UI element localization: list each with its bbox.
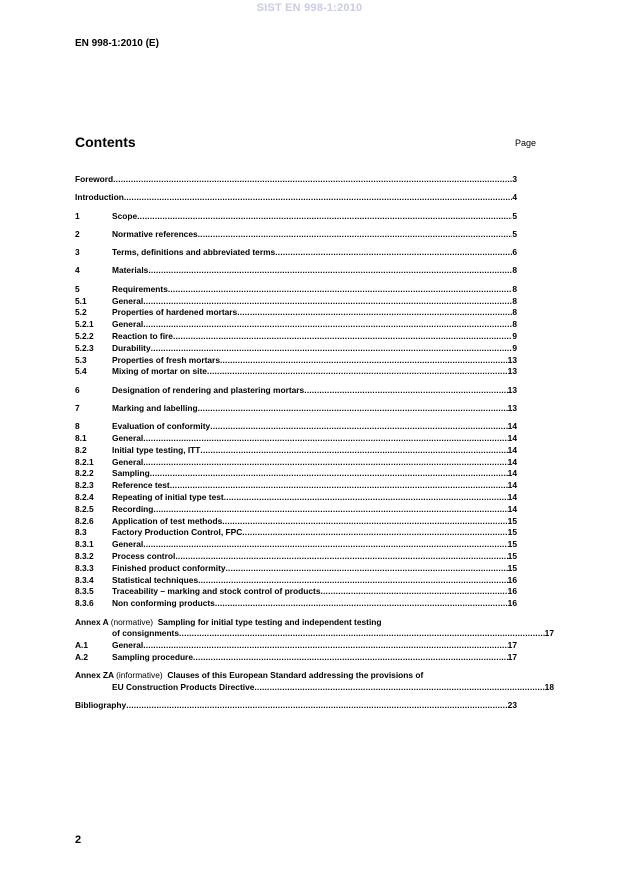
toc-page: 15 bbox=[507, 527, 517, 538]
leader-dots bbox=[143, 457, 507, 469]
toc-title: Properties of hardened mortars bbox=[112, 307, 238, 318]
leader-dots bbox=[242, 527, 507, 539]
toc-entry-5[interactable] bbox=[75, 284, 517, 296]
toc-entry-8-2-1[interactable] bbox=[75, 457, 517, 469]
toc-entry-8-3-3[interactable] bbox=[75, 563, 517, 575]
toc-entry-8-2[interactable] bbox=[75, 445, 517, 457]
toc-page: 5 bbox=[512, 228, 517, 239]
annex-label: Annex ZA bbox=[75, 670, 114, 681]
toc-page: 5 bbox=[512, 210, 517, 221]
toc-number: 8.3.4 bbox=[75, 574, 94, 585]
toc-entry-8-3[interactable] bbox=[75, 527, 517, 539]
toc-title: Process control bbox=[112, 551, 176, 562]
leader-dots bbox=[126, 700, 507, 712]
toc-number: 4 bbox=[75, 265, 80, 276]
toc-page: 3 bbox=[512, 174, 517, 184]
leader-dots bbox=[175, 551, 507, 563]
toc-entry-annex-a[interactable] bbox=[75, 617, 517, 629]
toc-page: 8 bbox=[512, 307, 517, 318]
annex-title-line1: Clauses of this European Standard addressing the provisions of bbox=[167, 670, 424, 681]
toc-title: Statistical techniques bbox=[112, 574, 199, 585]
leader-dots bbox=[170, 480, 508, 492]
toc-title: Finished product conformity bbox=[112, 562, 226, 573]
toc-number: 7 bbox=[75, 402, 80, 413]
toc-number: 1 bbox=[75, 210, 80, 221]
toc-title: Reference test bbox=[112, 480, 170, 491]
toc-entry-8-2-2[interactable] bbox=[75, 468, 517, 480]
leader-dots bbox=[207, 366, 508, 378]
toc-page: 15 bbox=[507, 562, 517, 573]
leader-dots bbox=[143, 640, 507, 652]
toc-page: 16 bbox=[507, 598, 517, 609]
annex-type: (informative) bbox=[116, 670, 163, 681]
leader-dots bbox=[193, 652, 508, 664]
toc-number: 5.4 bbox=[75, 366, 87, 377]
toc-title: General bbox=[112, 433, 144, 444]
toc-page: 9 bbox=[512, 342, 517, 353]
annex-title-line2: of consignments bbox=[112, 628, 180, 639]
toc-page: 16 bbox=[507, 586, 517, 597]
toc-entry-5-1[interactable] bbox=[75, 296, 517, 308]
toc-page: 23 bbox=[507, 700, 517, 711]
toc-page: 13 bbox=[507, 354, 517, 365]
toc-title: Bibliography bbox=[75, 700, 127, 711]
toc-title: Initial type testing, ITT bbox=[112, 444, 201, 455]
leader-dots bbox=[143, 296, 512, 308]
leader-dots bbox=[275, 247, 512, 259]
toc-page: 14 bbox=[507, 456, 517, 467]
toc-title: Normative references bbox=[112, 228, 198, 239]
leader-dots bbox=[304, 385, 507, 397]
toc-number: 8.3 bbox=[75, 527, 87, 538]
leader-dots bbox=[148, 265, 512, 277]
toc-entry-3[interactable] bbox=[75, 247, 517, 259]
toc-number: 8.3.3 bbox=[75, 562, 94, 573]
toc-entry-8-3-4[interactable] bbox=[75, 575, 517, 587]
toc-page: 8 bbox=[512, 319, 517, 330]
toc-entry-5-3[interactable] bbox=[75, 355, 517, 367]
toc-title: Traceability – marking and stock control of products bbox=[112, 586, 321, 597]
toc-entry-8-3-6[interactable] bbox=[75, 598, 517, 610]
watermark: SIST EN 998-1:2010 bbox=[256, 2, 363, 14]
toc-entry-8-2-4[interactable] bbox=[75, 492, 517, 504]
toc-number: 8.2.3 bbox=[75, 480, 94, 491]
annex-label: Annex A bbox=[75, 616, 109, 627]
leader-dots bbox=[198, 403, 508, 415]
toc-page: 9 bbox=[512, 330, 517, 341]
annex-title-line2: EU Construction Products Directive bbox=[112, 681, 255, 692]
leader-dots bbox=[222, 516, 507, 528]
toc-number: 8.3.2 bbox=[75, 551, 94, 562]
toc-page: 18 bbox=[544, 681, 554, 692]
toc-entry-annex-za[interactable] bbox=[75, 670, 517, 682]
toc-number: 3 bbox=[75, 247, 80, 258]
toc-number: 8.2.5 bbox=[75, 503, 94, 514]
leader-dots bbox=[215, 598, 508, 610]
toc-number: 5.2 bbox=[75, 307, 87, 318]
toc-entry-8-1[interactable] bbox=[75, 433, 517, 445]
toc-page: 14 bbox=[507, 468, 517, 479]
toc-title: Mixing of mortar on site bbox=[112, 366, 207, 377]
toc-number: 5.2.2 bbox=[75, 330, 94, 341]
toc-entry-8-2-6[interactable] bbox=[75, 516, 517, 528]
toc-title: Introduction bbox=[75, 192, 124, 203]
toc-title: General bbox=[112, 640, 144, 651]
toc-title: Sampling bbox=[112, 468, 150, 479]
toc-page: 15 bbox=[507, 539, 517, 550]
toc-page: 17 bbox=[507, 651, 517, 662]
toc-title: General bbox=[112, 539, 144, 550]
leader-dots bbox=[151, 343, 513, 355]
toc-entry-5-2-1[interactable] bbox=[75, 319, 517, 331]
page-number: 2 bbox=[75, 834, 82, 846]
toc-number: A.2 bbox=[75, 651, 89, 662]
toc-page: 15 bbox=[507, 551, 517, 562]
toc-entry-1[interactable] bbox=[75, 211, 517, 223]
toc-number: 8.3.5 bbox=[75, 586, 94, 597]
toc-number: 2 bbox=[75, 228, 80, 239]
toc-page: 8 bbox=[512, 283, 517, 294]
toc-number: 8 bbox=[75, 421, 80, 432]
annex-type: (normative) bbox=[110, 616, 154, 627]
table-of-contents bbox=[75, 174, 554, 712]
toc-number: A.1 bbox=[75, 640, 89, 651]
toc-page: 17 bbox=[507, 640, 517, 651]
toc-page: 17 bbox=[544, 628, 554, 639]
toc-title: Evaluation of conformity bbox=[112, 421, 211, 432]
toc-page: 14 bbox=[507, 480, 517, 491]
toc-entry-a-1[interactable] bbox=[75, 640, 517, 652]
toc-title: General bbox=[112, 295, 144, 306]
toc-page: 13 bbox=[507, 384, 517, 395]
toc-entry-foreword[interactable] bbox=[75, 174, 517, 186]
leader-dots bbox=[321, 586, 508, 598]
toc-page: 14 bbox=[507, 433, 517, 444]
leader-dots bbox=[198, 229, 513, 241]
page-column-label: Page bbox=[514, 138, 536, 148]
toc-entry-bibliography[interactable] bbox=[75, 700, 517, 712]
toc-number: 8.3.6 bbox=[75, 598, 94, 609]
toc-title: Designation of rendering and plastering mortars bbox=[112, 384, 305, 395]
leader-dots bbox=[124, 192, 512, 204]
toc-title: Properties of fresh mortars bbox=[112, 354, 220, 365]
toc-number: 5.3 bbox=[75, 354, 87, 365]
toc-entry-5-2-3[interactable] bbox=[75, 343, 517, 355]
toc-title: Requirements bbox=[112, 283, 168, 294]
leader-dots bbox=[210, 421, 507, 433]
toc-title: Recording bbox=[112, 503, 154, 514]
leader-dots bbox=[137, 211, 512, 223]
toc-entry-8-3-2[interactable] bbox=[75, 551, 517, 563]
toc-number: 8.2.1 bbox=[75, 456, 94, 467]
leader-dots bbox=[198, 575, 508, 587]
annex-title-line1: Sampling for initial type testing and independent testing bbox=[157, 616, 382, 627]
toc-number: 8.1 bbox=[75, 433, 87, 444]
toc-title: Sampling procedure bbox=[112, 651, 193, 662]
leader-dots bbox=[179, 628, 545, 640]
toc-entry-7[interactable] bbox=[75, 403, 517, 415]
leader-dots bbox=[143, 539, 507, 551]
leader-dots bbox=[237, 307, 512, 319]
toc-page: 8 bbox=[512, 265, 517, 276]
toc-entry-8-2-5[interactable] bbox=[75, 504, 517, 516]
leader-dots bbox=[153, 504, 507, 516]
toc-page: 6 bbox=[512, 247, 517, 258]
toc-entry-8-3-1[interactable] bbox=[75, 539, 517, 551]
toc-title: Materials bbox=[112, 265, 149, 276]
toc-entry-6[interactable] bbox=[75, 385, 517, 397]
toc-page: 14 bbox=[507, 421, 517, 432]
toc-number: 5.2.3 bbox=[75, 342, 94, 353]
toc-page: 15 bbox=[507, 515, 517, 526]
toc-number: 6 bbox=[75, 384, 80, 395]
toc-title: Scope bbox=[112, 210, 138, 221]
toc-entry-5-4[interactable] bbox=[75, 366, 517, 378]
leader-dots bbox=[254, 682, 544, 694]
toc-page: 4 bbox=[512, 192, 517, 203]
toc-entry-5-2-2[interactable] bbox=[75, 331, 517, 343]
toc-page: 16 bbox=[507, 574, 517, 585]
toc-number: 8.2.2 bbox=[75, 468, 94, 479]
toc-number: 8.2.4 bbox=[75, 492, 94, 503]
leader-dots bbox=[224, 492, 508, 504]
toc-title: Factory Production Control, FPC bbox=[112, 527, 243, 538]
toc-entry-8-3-5[interactable] bbox=[75, 586, 517, 598]
toc-title: General bbox=[112, 319, 144, 330]
toc-entry-annex-a-cont[interactable] bbox=[75, 628, 554, 640]
toc-entry-annex-za-cont[interactable] bbox=[75, 682, 554, 694]
leader-dots bbox=[220, 355, 508, 367]
standard-id: EN 998-1:2010 (E) bbox=[75, 38, 159, 49]
toc-page: 14 bbox=[507, 503, 517, 514]
toc-title: Foreword bbox=[75, 174, 114, 184]
toc-title: Reaction to fire bbox=[112, 330, 173, 341]
toc-title: General bbox=[112, 456, 144, 467]
toc-page: 14 bbox=[507, 444, 517, 455]
leader-dots bbox=[143, 319, 512, 331]
toc-number: 5.2.1 bbox=[75, 319, 94, 330]
toc-title: Durability bbox=[112, 342, 151, 353]
leader-dots bbox=[150, 468, 508, 480]
toc-entry-2[interactable] bbox=[75, 229, 517, 241]
toc-number: 8.3.1 bbox=[75, 539, 94, 550]
leader-dots bbox=[200, 445, 507, 457]
toc-entry-5-2[interactable] bbox=[75, 307, 517, 319]
leader-dots bbox=[113, 174, 512, 186]
leader-dots bbox=[168, 284, 512, 296]
leader-dots bbox=[143, 433, 507, 445]
leader-dots bbox=[226, 563, 508, 575]
toc-entry-a-2[interactable] bbox=[75, 652, 517, 664]
leader-dots bbox=[173, 331, 512, 343]
toc-title: Terms, definitions and abbreviated terms bbox=[112, 247, 276, 258]
toc-page: 8 bbox=[512, 295, 517, 306]
toc-number: 5 bbox=[75, 283, 80, 294]
toc-entry-8-2-3[interactable] bbox=[75, 480, 517, 492]
toc-entry-introduction[interactable] bbox=[75, 192, 517, 204]
toc-title: Application of test methods bbox=[112, 515, 223, 526]
toc-page: 13 bbox=[507, 366, 517, 377]
toc-number: 8.2 bbox=[75, 444, 87, 455]
toc-title: Repeating of initial type test bbox=[112, 492, 224, 503]
contents-title: Contents bbox=[75, 134, 136, 150]
toc-title: Non conforming products bbox=[112, 598, 215, 609]
toc-entry-4[interactable] bbox=[75, 265, 517, 277]
toc-page: 14 bbox=[507, 492, 517, 503]
toc-page: 13 bbox=[507, 402, 517, 413]
toc-number: 5.1 bbox=[75, 295, 87, 306]
toc-title: Marking and labelling bbox=[112, 402, 198, 413]
toc-entry-8[interactable] bbox=[75, 421, 517, 433]
toc-number: 8.2.6 bbox=[75, 515, 94, 526]
